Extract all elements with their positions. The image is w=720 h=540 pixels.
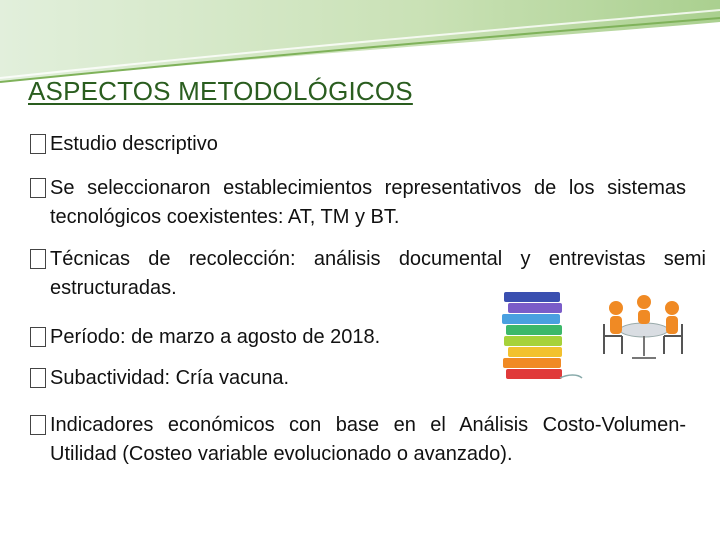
bullet-item (30, 323, 470, 352)
bullet-list (30, 130, 706, 478)
bullet-item (30, 364, 470, 393)
bullet-mark-icon (30, 368, 46, 388)
bullet-text: Se seleccionaron establecimientos representativos de los sistemas tecnológicos coexistentes: AT, TM y BT. (50, 177, 686, 228)
page-title: ASPECTOS METODOLÓGICOS (28, 76, 413, 106)
bullet-mark-icon (30, 178, 46, 198)
bullet-text: Técnicas de recolección: análisis documental y entrevistas semi estructuradas. (50, 248, 706, 299)
bullet-item (30, 174, 686, 232)
bullet-mark-icon (30, 134, 46, 154)
bullet-item (30, 130, 686, 159)
bullet-mark-icon (30, 327, 46, 347)
books-icon (498, 286, 584, 382)
bullet-text: Subactividad: Cría vacuna. (50, 367, 290, 389)
bullet-text: Estudio descriptivo (50, 133, 218, 155)
bullet-text: Indicadores económicos con base en el Análisis Costo-Volumen-Utilidad (Costeo variable evolucionado o avanzado). (50, 414, 686, 465)
bullet-mark-icon (30, 415, 46, 435)
meeting-people-icon (596, 290, 690, 364)
bullet-item (30, 411, 686, 469)
bullet-text: Período: de marzo a agosto de 2018. (50, 326, 381, 348)
bullet-mark-icon (30, 249, 46, 269)
